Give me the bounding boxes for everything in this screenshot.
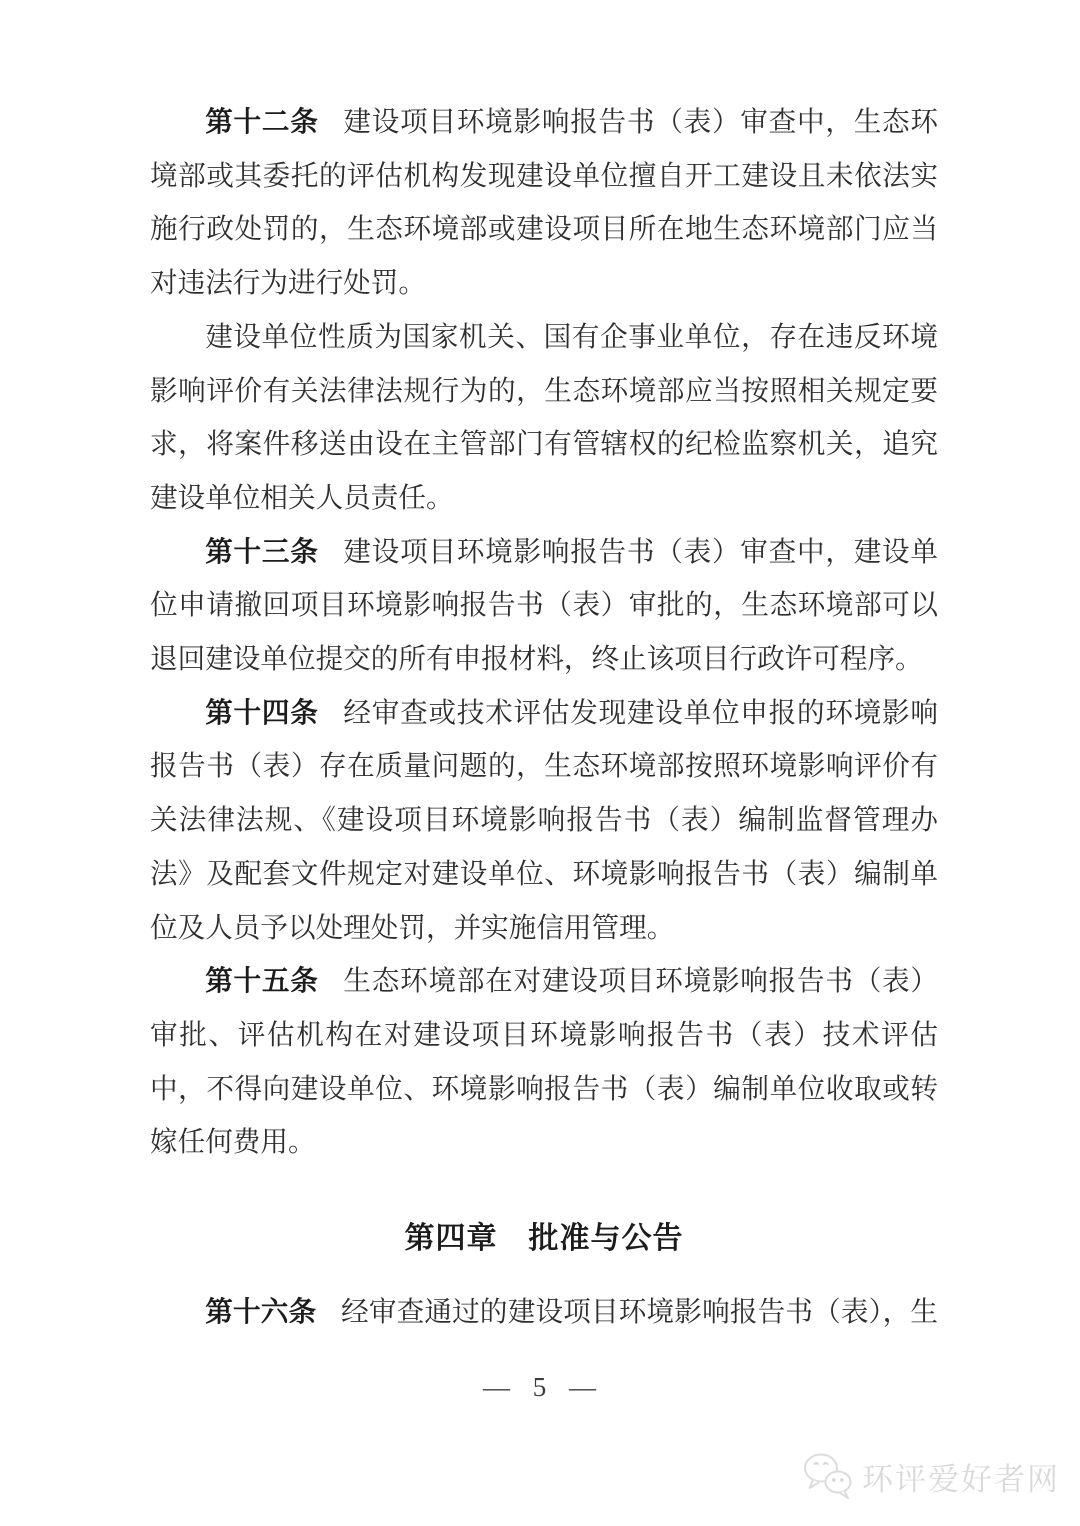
article-text: 经审查通过的建设项目环境影响报告书（表），生	[341, 1295, 938, 1327]
article-number: 第十三条	[205, 535, 319, 567]
article-paragraph-13	[150, 525, 938, 686]
article-paragraph-16	[150, 1285, 938, 1339]
article-number: 第十二条	[205, 106, 319, 137]
article-number: 第十六条	[205, 1295, 317, 1327]
watermark	[800, 1450, 1060, 1502]
document-body	[150, 95, 938, 1338]
article-text: 生态环境部在对建设项目环境影响报告书（表）审批、评估机构在对建设项目环境影响报告书（表）技术评估中，不得向建设单位、环境影响报告书（表）编制单位收取或转嫁任何费用。	[150, 965, 938, 1158]
article-paragraph-15	[150, 954, 938, 1169]
article-number: 第十五条	[205, 965, 319, 997]
article-paragraph-12-continuation	[150, 310, 938, 525]
page-number: — 5 —	[483, 1372, 597, 1402]
article-number: 第十四条	[205, 696, 319, 728]
wechat-icon	[800, 1450, 854, 1502]
article-paragraph-14	[150, 686, 938, 955]
article-text: 经审查或技术评估发现建设单位申报的环境影响报告书（表）存在质量问题的，生态环境部按照环境影响评价有关法律法规、《建设项目环境影响报告书（表）编制监督管理办法》及配套文件规定对建设单位、环境影响报告书（表）编制单位及人员予以处理处罚，并实施信用管理。	[150, 696, 938, 943]
article-text: 建设项目环境影响报告书（表）审查中，生态环境部或其委托的评估机构发现建设单位擅自开工建设且未依法实施行政处罚的，生态环境部或建设项目所在地生态环境部门应当对违法行为进行处罚。	[150, 106, 938, 299]
article-text: 建设项目环境影响报告书（表）审查中，建设单位申请撤回项目环境影响报告书（表）审批的，生态环境部可以退回建设单位提交的所有申报材料，终止该项目行政许可程序。	[150, 535, 938, 675]
chapter-heading: 第四章 批准与公告	[404, 1222, 684, 1256]
article-paragraph-12	[150, 95, 938, 310]
article-text: 建设单位性质为国家机关、国有企事业单位，存在违反环境影响评价有关法律法规行为的，生态环境部应当按照相关规定要求，将案件移送由设在主管部门有管辖权的纪检监察机关，追究建设单位相关人员责任。	[150, 320, 938, 513]
watermark-text: 环评爱好者网	[862, 1461, 1060, 1497]
